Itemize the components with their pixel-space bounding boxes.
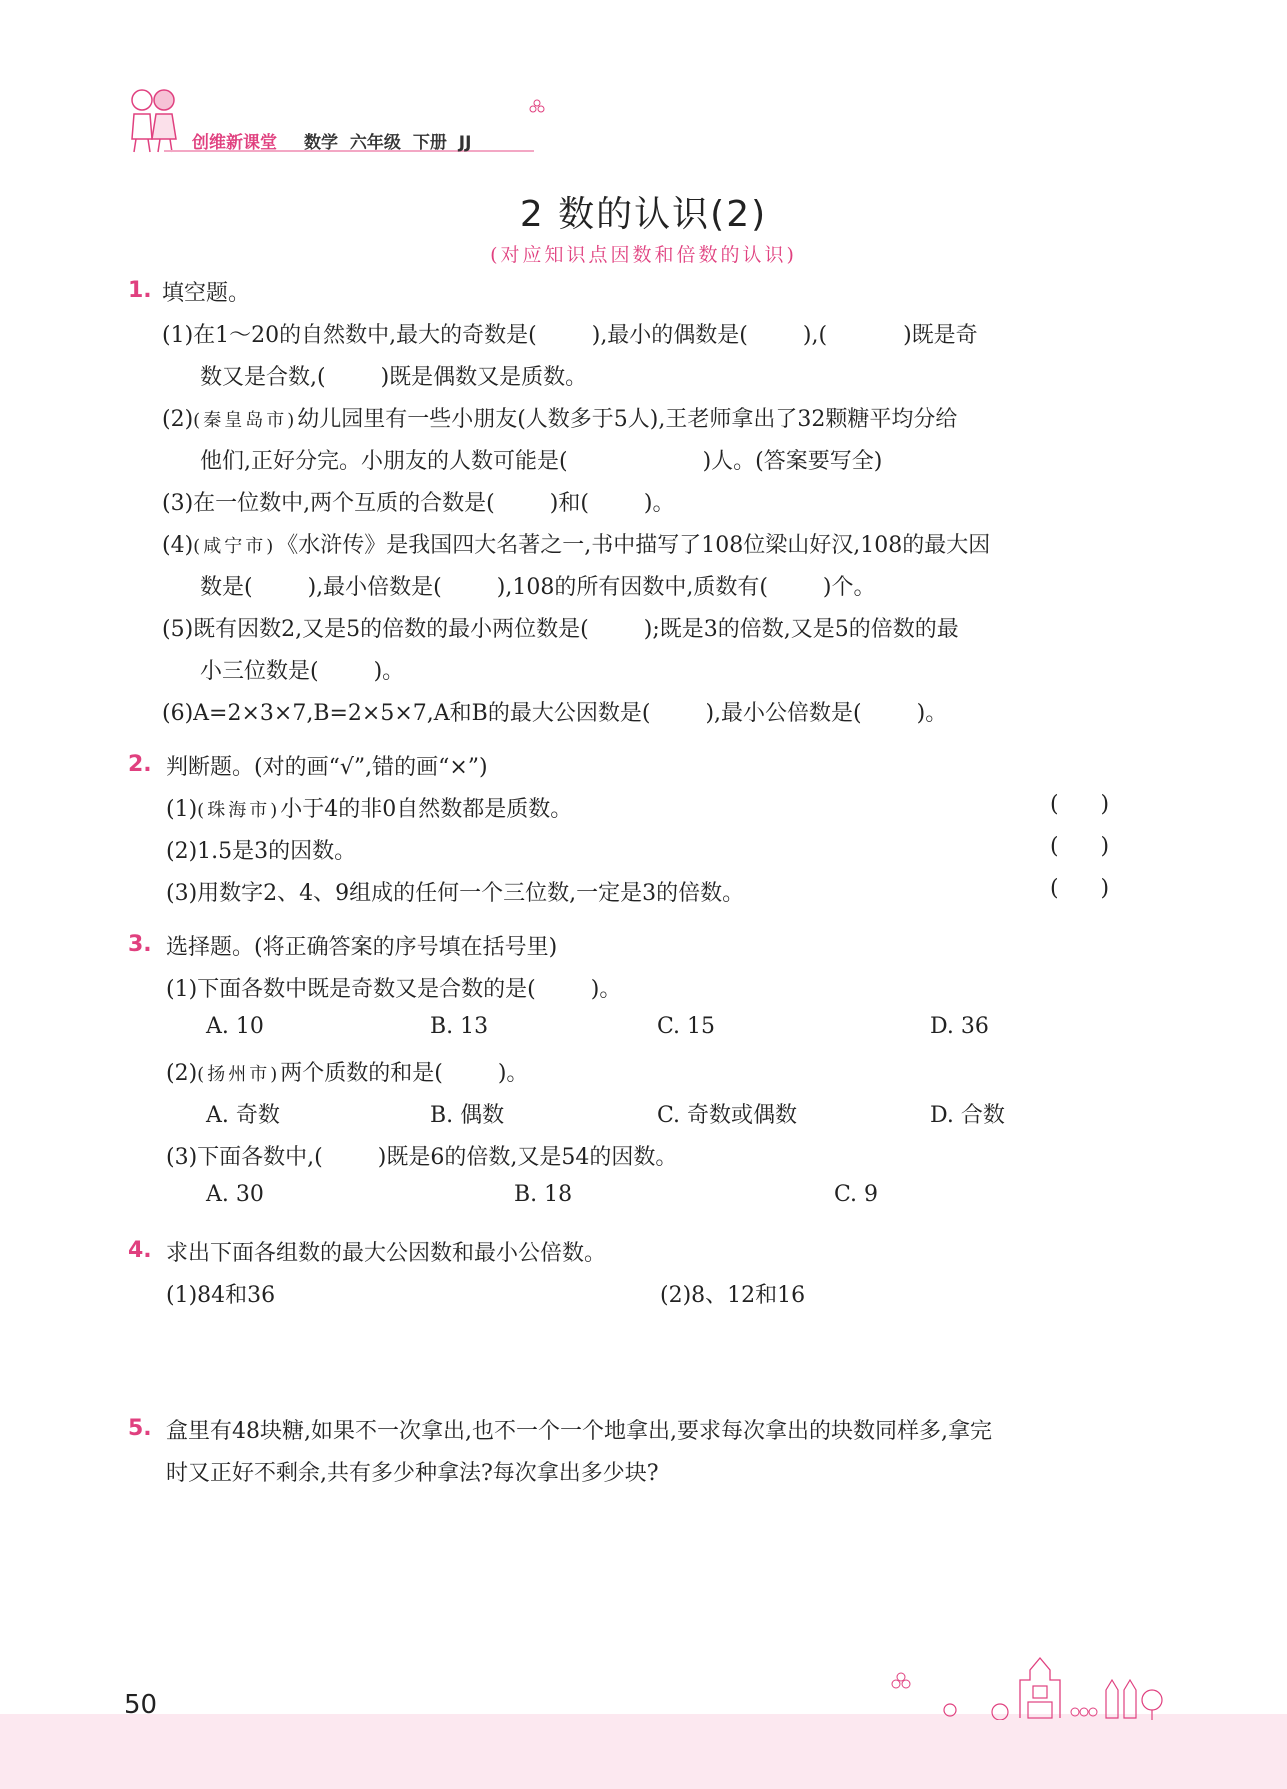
question-3-title: 选择题。(将正确答案的序号填在括号里)	[166, 935, 558, 960]
question-4-number: 4.	[128, 1238, 152, 1263]
q3-sub3: (3)下面各数中,( )既是6的倍数,又是54的因数。	[166, 1145, 678, 1170]
question-4-title: 求出下面各组数的最大公因数和最小公倍数。	[166, 1241, 607, 1266]
q1-part5-line2: 小三位数是( )。	[200, 659, 405, 684]
q3-sub2-option-c[interactable]: C. 奇数或偶数	[657, 1103, 798, 1128]
q1-part3: (3)在一位数中,两个互质的合数是( )和( )。	[162, 491, 675, 516]
children-illustration-icon	[124, 84, 194, 154]
q1-part1-line1: (1)在1～20的自然数中,最大的奇数是( ),最小的偶数是( ),( )既是奇	[162, 323, 978, 348]
page-number: 50	[124, 1690, 158, 1720]
q4-part-b: (2)8、12和16	[660, 1283, 806, 1308]
question-3-number: 3.	[128, 932, 152, 957]
q3-sub3-option-c[interactable]: C. 9	[834, 1182, 879, 1207]
course-info: 数学 六年级 下册 JJ	[304, 133, 472, 153]
q3-sub3-option-b[interactable]: B. 18	[514, 1182, 573, 1207]
question-2-title: 判断题。(对的画“√”,错的画“×”)	[166, 755, 488, 780]
page-title: 2 数的认识(2)	[519, 194, 768, 235]
q3-sub1-option-c[interactable]: C. 15	[657, 1014, 716, 1039]
q3-sub2-option-a[interactable]: A. 奇数	[206, 1103, 280, 1128]
page-header	[124, 84, 544, 154]
q2-item-1: (1)(珠海市)小于4的非0自然数都是质数。	[166, 797, 573, 822]
castle-illustration-icon	[880, 1640, 1170, 1720]
q3-sub1: (1)下面各数中既是奇数又是合数的是( )。	[166, 977, 622, 1002]
q1-part2-line2: 他们,正好分完。小朋友的人数可能是( )人。(答案要写全)	[200, 449, 883, 474]
question-5-number: 5.	[128, 1416, 152, 1441]
q3-sub2: (2)(扬州市)两个质数的和是( )。	[166, 1061, 529, 1086]
q2-item-3-answer[interactable]: ( )	[1050, 876, 1110, 901]
q2-item-2-answer[interactable]: ( )	[1050, 834, 1110, 859]
page-subtitle: (对应知识点因数和倍数的认识)	[490, 244, 797, 266]
q2-item-2: (2)1.5是3的因数。	[166, 839, 357, 864]
q2-item-3: (3)用数字2、4、9组成的任何一个三位数,一定是3的倍数。	[166, 881, 745, 906]
brand-name: 创维新课堂	[192, 133, 277, 153]
q3-sub3-option-a[interactable]: A. 30	[206, 1182, 264, 1207]
q4-part-a: (1)84和36	[166, 1283, 276, 1308]
question-5-line2: 时又正好不剩余,共有多少种拿法?每次拿出多少块?	[166, 1461, 659, 1486]
q3-sub1-option-b[interactable]: B. 13	[430, 1014, 489, 1039]
q3-sub2-option-d[interactable]: D. 合数	[930, 1103, 1005, 1128]
q3-sub1-option-d[interactable]: D. 36	[930, 1014, 989, 1039]
q2-item-1-answer[interactable]: ( )	[1050, 792, 1110, 817]
q3-sub1-option-a[interactable]: A. 10	[206, 1014, 264, 1039]
flower-decoration-icon	[528, 98, 546, 116]
question-2-number: 2.	[128, 752, 152, 777]
q1-part1-line2: 数又是合数,( )既是偶数又是质数。	[200, 365, 588, 390]
q3-sub2-option-b[interactable]: B. 偶数	[430, 1103, 505, 1128]
footer-band	[0, 1714, 1287, 1789]
question-1-number: 1.	[128, 278, 152, 303]
question-5-line1: 盒里有48块糖,如果不一次拿出,也不一个一个地拿出,要求每次拿出的块数同样多,拿完	[166, 1419, 992, 1444]
q1-part2-line1: (2)(秦皇岛市)幼儿园里有一些小朋友(人数多于5人),王老师拿出了32颗糖平均分给	[162, 407, 958, 432]
q1-part4-line2: 数是( ),最小倍数是( ),108的所有因数中,质数有( )个。	[200, 575, 876, 600]
q1-part5-line1: (5)既有因数2,又是5的倍数的最小两位数是( );既是3的倍数,又是5的倍数的最	[162, 617, 959, 642]
q1-part4-line1: (4)(咸宁市)《水浒传》是我国四大名著之一,书中描写了108位梁山好汉,108的最大因	[162, 533, 991, 558]
question-1-title: 填空题。	[162, 281, 251, 306]
q1-part6: (6)A=2×3×7,B=2×5×7,A和B的最大公因数是( ),最小公倍数是( )。	[162, 701, 948, 726]
